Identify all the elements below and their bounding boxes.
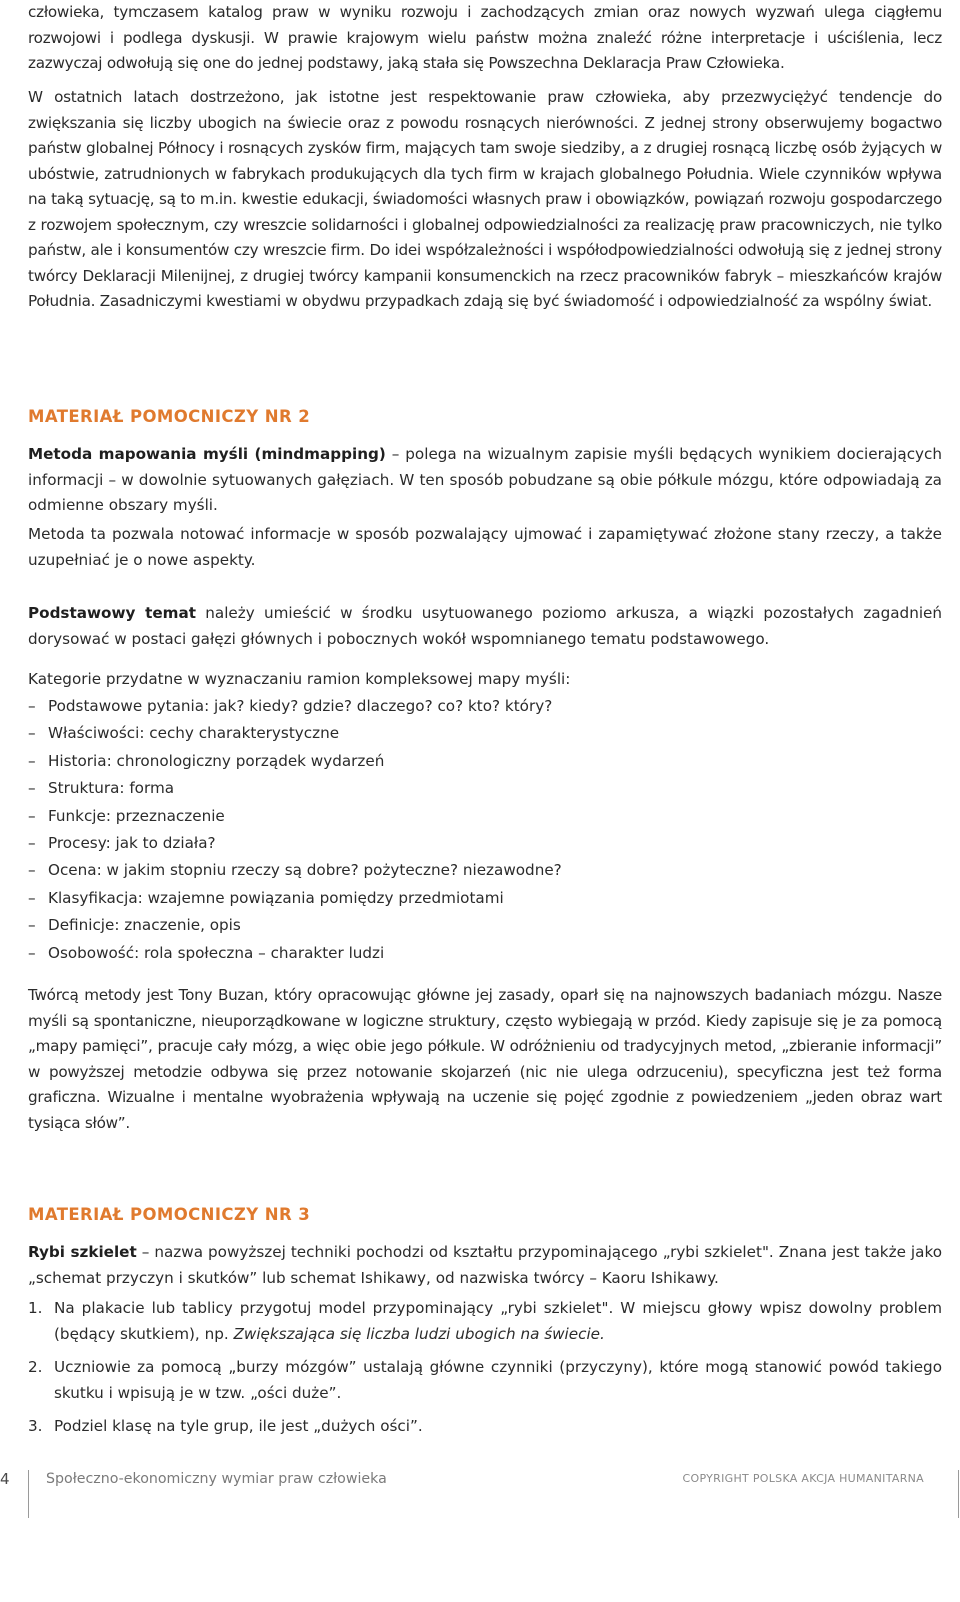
dash-marker: – — [28, 806, 36, 825]
footer-title: Społeczno-ekonomiczny wymiar praw człowieka — [46, 1471, 387, 1487]
section-heading-material-2: MATERIAŁ POMOCNICZY NR 2 — [28, 407, 311, 426]
dash-marker: – — [28, 724, 36, 743]
tony-buzan-paragraph: Twórcą metody jest Tony Buzan, który opracowując główne jej zasady, oparł się na najnowszych badaniach mózgu. Nasze myśli są spontaniczne, nieuporządkowane w logiczne struktury, często wybiegają w przód. Kiedy zapisuje się je za pomocą „mapy pamięci”, pracuje cały mózg, a więc obie jego półkule. W odróżnieniu od tradycyjnych metod, „zbieranie informacji” w powyższej metodzie odbywa się przez notowanie skojarzeń (nic nie ulega odrzuceniu), specyficzna jest też forma graficzna. Wizualne i mentalne wyobrażenia wpływają na uczenie się pojęć zgodnie z powiedzeniem „jeden obraz wart tysiąca słów”. — [28, 986, 942, 1132]
list-item — [28, 1296, 942, 1347]
list-item: – Ocena: w jakim stopniu rzeczy są dobre? pożyteczne? niezawodne? — [28, 857, 942, 884]
footer-copyright: COPYRIGHT POLSKA AKCJA HUMANITARNA — [682, 1472, 924, 1485]
list-item: – Historia: chronologiczny porządek wydarzeń — [28, 748, 942, 775]
mindmapping-description: – polega na wizualnym zapisie myśli będących wynikiem docierających informacji – w dowolnie sytuowanych gałęziach. W ten sposób pobudzane są obie półkule mózgu, które odpowiadają za odmienne obszary myśli. — [28, 445, 943, 514]
step-number: 3. — [28, 1417, 43, 1435]
dash-marker: – — [28, 916, 36, 935]
list-item: – Funkcje: przeznaczenie — [28, 803, 942, 830]
fishbone-steps — [28, 1296, 942, 1448]
mindmapping-paragraph-3 — [28, 601, 942, 652]
list-item: – Struktura: forma — [28, 775, 942, 802]
intro-paragraph-2: W ostatnich latach dostrzeżono, jak istotne jest respektowanie praw człowieka, aby przezwyciężyć tendencje do zwiększania się liczby ubogich na świecie oraz z powodu rosnących nierówności. Z jednej strony obserwujemy bogactwo państw globalnej Północy i rosnących zysków firm, mających tam swoje siedziby, a z drugiej rosnącą liczbę osób żyjących w ubóstwie, zatrudnionych w fabrykach produkujących dla tych firm w krajach globalnego Południa. Wiele czynników wpływa na taką sytuację, są to m.in. kwestie edukacji, świadomości własnych praw i obowiązków, powiązań rozwoju gospodarczego z rozwojem społecznym, czy wreszcie solidarności i globalnej odpowiedzialności za realizację praw pracowniczych, nie tylko państw, ale i konsumentów czy wreszcie firm. Do idei współzależności i współodpowiedzialności odwołują się z jednej strony twórcy Deklaracji Milenijnej, z drugiej twórcy kampanii konsumenckich na rzecz pracowników fabryk – mieszkańców krajów Południa. Zasadniczymi kwestiami w obydwu przypadkach zdają się być świadomość i odpowiedzialność za wspólny świat. — [28, 88, 942, 310]
basic-topic-description: należy umieścić w środku usytuowanego poziomo arkusza, a wiązki pozostałych zagadnień dorysować w postaci gałęzi głównych i pobocznych wokół wspomnianego tematu podstawowego. — [28, 604, 943, 648]
categories-list — [28, 693, 942, 967]
categories-intro: Kategorie przydatne w wyznaczaniu ramion kompleksowej mapy myśli: — [28, 670, 571, 688]
dash-marker: – — [28, 779, 36, 798]
step-text: Na plakacie lub tablicy przygotuj model przypominający „rybi szkielet". W miejscu głowy wpisz dowolny problem (będący skutkiem), np. — [54, 1299, 942, 1343]
footer-divider-left — [28, 1470, 29, 1518]
list-item: – Właściwości: cechy charakterystyczne — [28, 720, 942, 747]
mindmapping-paragraph-2: Metoda ta pozwala notować informacje w sposób pozwalający ujmować i zapamiętywać złożone stany rzeczy, a także uzupełniać je o nowe aspekty. — [28, 525, 942, 569]
step-example: Zwiększająca się liczba ludzi ubogich na świecie. — [233, 1324, 605, 1343]
list-item: – Podstawowe pytania: jak? kiedy? gdzie? dlaczego? co? kto? który? — [28, 693, 942, 720]
dash-marker: – — [28, 943, 36, 962]
mindmapping-term: Metoda mapowania myśli (mindmapping) — [28, 445, 386, 463]
list-item: – Osobowość: rola społeczna – charakter ludzi — [28, 940, 942, 967]
dash-marker: – — [28, 861, 36, 880]
fishbone-definition — [28, 1240, 942, 1291]
fishbone-term: Rybi szkielet — [28, 1243, 137, 1261]
mindmapping-definition — [28, 442, 942, 519]
dash-marker: – — [28, 888, 36, 907]
dash-marker: – — [28, 834, 36, 853]
fishbone-description: – nazwa powyższej techniki pochodzi od kształtu przypominającego „rybi szkielet". Znana jest także jako „schemat przyczyn i skutków” lub schemat Ishikawy, od nazwiska twórcy – Kaoru Ishikawy. — [28, 1243, 943, 1287]
step-text: Podziel klasę na tyle grup, ile jest „dużych ości”. — [54, 1417, 423, 1435]
footer-divider-right — [958, 1470, 959, 1518]
section-heading-material-3: MATERIAŁ POMOCNICZY NR 3 — [28, 1205, 311, 1224]
list-item: – Klasyfikacja: wzajemne powiązania pomiędzy przedmiotami — [28, 885, 942, 912]
page-footer — [0, 1470, 960, 1520]
step-number: 1. — [28, 1299, 43, 1317]
list-item — [28, 1355, 942, 1406]
dash-marker: – — [28, 697, 36, 715]
list-item — [28, 1414, 942, 1440]
intro-paragraph-1: człowieka, tymczasem katalog praw w wyniku rozwoju i zachodzących zmian oraz nowych wyzwań ulega ciągłemu rozwojowi i podlega dyskusji. W prawie krajowym wielu państw można znaleźć różne interpretacje i uściślenia, lecz zazwyczaj odwołują się one do jednej podstawy, jaką stała się Powszechna Deklaracja Praw Człowieka. — [28, 3, 942, 72]
page-number: 4 — [0, 1470, 10, 1488]
step-number: 2. — [28, 1358, 43, 1376]
step-text: Uczniowie za pomocą „burzy mózgów” ustalają główne czynniki (przyczyny), które mogą stanowić powód takiego skutku i wpisują je w tzw. „ości duże”. — [54, 1358, 942, 1402]
dash-marker: – — [28, 751, 36, 770]
basic-topic-term: Podstawowy temat — [28, 604, 197, 622]
list-item: – Definicje: znaczenie, opis — [28, 912, 942, 939]
list-item: – Procesy: jak to działa? — [28, 830, 942, 857]
